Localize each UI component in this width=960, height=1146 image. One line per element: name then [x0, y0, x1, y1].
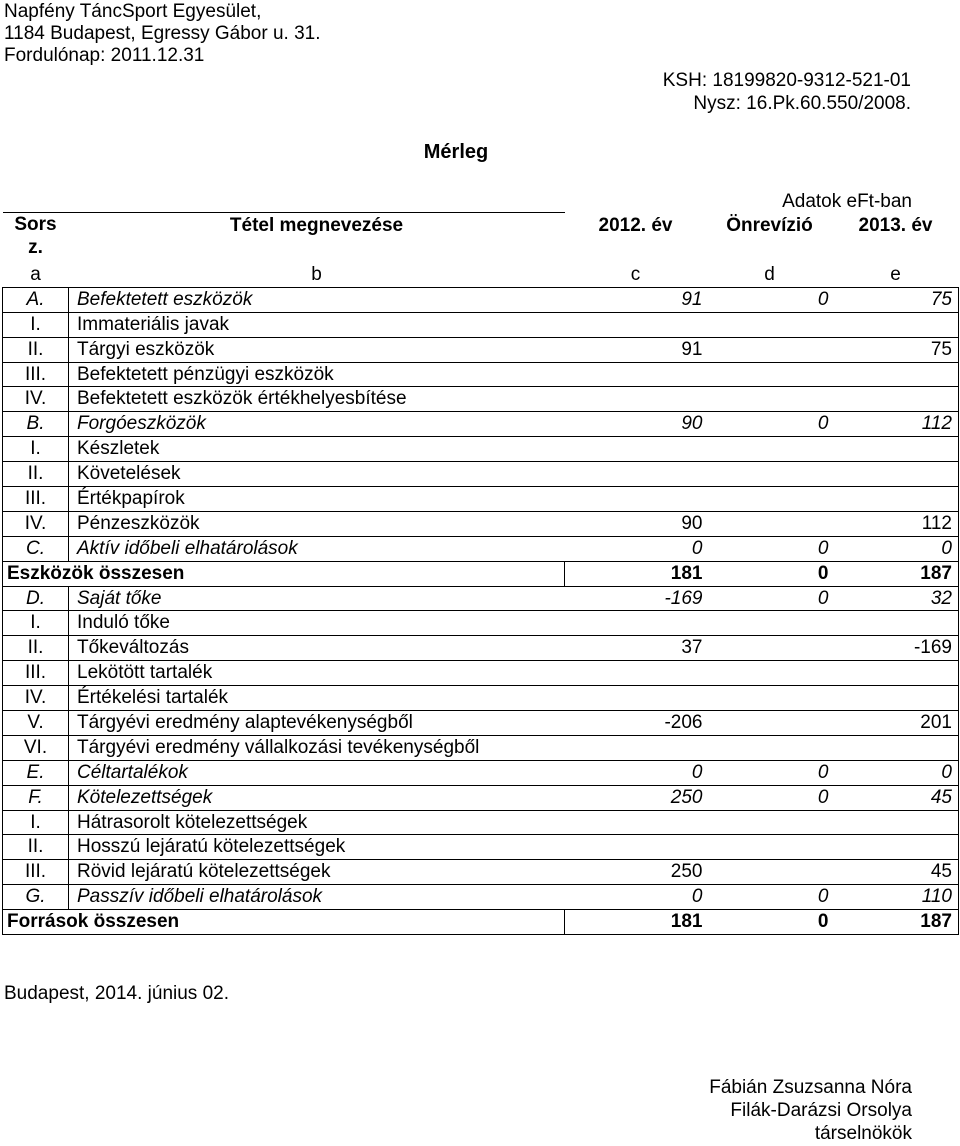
row-item-name: Befektetett eszközök értékhelyesbítése	[69, 387, 565, 412]
row-value-2013: 75	[833, 337, 959, 362]
row-value-2012: 91	[565, 337, 707, 362]
row-item-name: Passzív időbeli elhatárolások	[69, 885, 565, 910]
row-value-self-audit: 0	[707, 885, 833, 910]
row-value-2013: 187	[833, 561, 959, 586]
row-item-name: Pénzeszközök	[69, 511, 565, 536]
row-code: II.	[3, 835, 69, 860]
row-code: G.	[3, 885, 69, 910]
row-item-name: Tárgyévi eredmény alaptevékenységből	[69, 711, 565, 736]
table-row	[3, 735, 959, 760]
row-value-2012	[565, 611, 707, 636]
row-code: I.	[3, 312, 69, 337]
table-row	[3, 810, 959, 835]
row-item-name: Értékpapírok	[69, 487, 565, 512]
row-code: C.	[3, 536, 69, 561]
org-name: Napfény TáncSport Egyesület,	[4, 1, 262, 22]
row-value-self-audit: 0	[707, 785, 833, 810]
row-item-name: Eszközök összesen	[3, 561, 565, 586]
table-row	[3, 711, 959, 736]
row-value-2013	[833, 835, 959, 860]
table-row	[3, 586, 959, 611]
row-code: III.	[3, 661, 69, 686]
column-letter: a	[30, 263, 41, 285]
row-item-name: Saját tőke	[69, 586, 565, 611]
row-value-2012: 0	[565, 885, 707, 910]
column-letter: b	[311, 263, 322, 285]
row-code: IV.	[3, 686, 69, 711]
row-value-2012	[565, 312, 707, 337]
row-value-2012: 250	[565, 785, 707, 810]
row-value-self-audit: 0	[707, 287, 833, 312]
row-code: E.	[3, 760, 69, 785]
row-value-2013	[833, 686, 959, 711]
row-code: II.	[3, 636, 69, 661]
row-value-self-audit	[707, 387, 833, 412]
balance-sheet-table	[2, 212, 959, 935]
row-value-2012	[565, 661, 707, 686]
row-value-self-audit	[707, 511, 833, 536]
table-row	[3, 362, 959, 387]
column-letter: d	[764, 263, 775, 285]
row-code: A.	[3, 287, 69, 312]
row-value-2012	[565, 462, 707, 487]
row-value-2012	[565, 735, 707, 760]
table-row	[3, 636, 959, 661]
row-value-self-audit	[707, 686, 833, 711]
row-code: I.	[3, 810, 69, 835]
row-value-2012	[565, 835, 707, 860]
row-item-name: Hosszú lejáratú kötelezettségek	[69, 835, 565, 860]
row-value-2012	[565, 437, 707, 462]
row-value-2012: -206	[565, 711, 707, 736]
row-code: IV.	[3, 511, 69, 536]
row-value-2012: 181	[565, 561, 707, 586]
row-value-self-audit: 0	[707, 910, 833, 935]
table-row	[3, 910, 959, 935]
row-item-name: Hátrasorolt kötelezettségek	[69, 810, 565, 835]
row-code: II.	[3, 462, 69, 487]
row-code: I.	[3, 437, 69, 462]
row-value-2013	[833, 735, 959, 760]
row-value-2013: 45	[833, 785, 959, 810]
row-value-2013	[833, 462, 959, 487]
header-year-2012: 2012. év	[598, 214, 673, 236]
table-row	[3, 287, 959, 312]
row-value-self-audit: 0	[707, 760, 833, 785]
row-value-2012	[565, 810, 707, 835]
table-row	[3, 387, 959, 412]
table-row	[3, 686, 959, 711]
row-value-2013: 45	[833, 860, 959, 885]
row-item-name: Forgóeszközök	[69, 412, 565, 437]
row-value-2013: 201	[833, 711, 959, 736]
row-value-2013	[833, 312, 959, 337]
row-value-2013: 110	[833, 885, 959, 910]
row-item-name: Céltartalékok	[69, 760, 565, 785]
row-value-2012: 37	[565, 636, 707, 661]
row-value-2013: 112	[833, 511, 959, 536]
row-value-2012: 250	[565, 860, 707, 885]
column-letter: c	[630, 263, 641, 285]
table-row	[3, 661, 959, 686]
row-code: III.	[3, 860, 69, 885]
row-value-self-audit	[707, 487, 833, 512]
units-note: Adatok eFt-ban	[782, 191, 912, 212]
header-item-name: Tétel megnevezése	[69, 213, 565, 264]
row-value-2012: 0	[565, 760, 707, 785]
row-value-self-audit	[707, 462, 833, 487]
row-item-name: Immateriális javak	[69, 312, 565, 337]
row-value-2013	[833, 487, 959, 512]
table-row	[3, 561, 959, 586]
row-item-name: Követelések	[69, 462, 565, 487]
nysz-number: Nysz: 16.Pk.60.550/2008.	[693, 93, 911, 114]
row-value-2013: 112	[833, 412, 959, 437]
column-letters-row	[3, 263, 959, 287]
table-row	[3, 462, 959, 487]
row-value-2013	[833, 661, 959, 686]
row-value-self-audit	[707, 362, 833, 387]
row-code: VI.	[3, 735, 69, 760]
row-value-self-audit	[707, 735, 833, 760]
row-value-2012: -169	[565, 586, 707, 611]
row-item-name: Értékelési tartalék	[69, 686, 565, 711]
row-value-self-audit: 0	[707, 586, 833, 611]
signatory-1: Fábián Zsuzsanna Nóra	[709, 1077, 912, 1098]
row-value-self-audit	[707, 661, 833, 686]
row-value-self-audit	[707, 810, 833, 835]
row-value-self-audit: 0	[707, 412, 833, 437]
ksh-number: KSH: 18199820-9312-521-01	[662, 70, 911, 91]
row-value-2012	[565, 387, 707, 412]
row-value-2013: 0	[833, 760, 959, 785]
row-value-2013: 187	[833, 910, 959, 935]
column-letter: e	[890, 263, 901, 285]
row-item-name: Készletek	[69, 437, 565, 462]
row-item-name: Tőkeváltozás	[69, 636, 565, 661]
row-code: III.	[3, 487, 69, 512]
header-year-2013: 2013. év	[858, 214, 933, 236]
row-value-self-audit	[707, 711, 833, 736]
row-value-2013: 75	[833, 287, 959, 312]
row-value-2012: 181	[565, 910, 707, 935]
table-row	[3, 337, 959, 362]
signatory-role: társelnökök	[814, 1123, 912, 1144]
row-value-2012: 91	[565, 287, 707, 312]
table-row	[3, 785, 959, 810]
row-item-name: Rövid lejáratú kötelezettségek	[69, 860, 565, 885]
reporting-date: Fordulónap: 2011.12.31	[4, 45, 205, 66]
table-row	[3, 611, 959, 636]
row-code: B.	[3, 412, 69, 437]
row-value-self-audit	[707, 312, 833, 337]
row-value-self-audit	[707, 337, 833, 362]
row-value-self-audit	[707, 611, 833, 636]
page-title: Mérleg	[423, 141, 489, 163]
row-value-2013: 0	[833, 536, 959, 561]
table-row	[3, 536, 959, 561]
row-value-2012	[565, 362, 707, 387]
row-code: III.	[3, 362, 69, 387]
row-code: II.	[3, 337, 69, 362]
row-code: IV.	[3, 387, 69, 412]
row-code: I.	[3, 611, 69, 636]
row-value-2013	[833, 437, 959, 462]
row-value-2013: 32	[833, 586, 959, 611]
table-row	[3, 511, 959, 536]
row-code: D.	[3, 586, 69, 611]
header-sorsz	[3, 213, 69, 264]
row-item-name: Források összesen	[3, 910, 565, 935]
row-value-self-audit	[707, 860, 833, 885]
row-value-self-audit	[707, 437, 833, 462]
row-value-2012: 90	[565, 511, 707, 536]
row-item-name: Lekötött tartalék	[69, 661, 565, 686]
row-item-name: Aktív időbeli elhatárolások	[69, 536, 565, 561]
row-value-self-audit	[707, 835, 833, 860]
header-self-audit: Önrevízió	[726, 214, 813, 236]
table-row	[3, 760, 959, 785]
table-row	[3, 412, 959, 437]
row-item-name: Tárgyi eszközök	[69, 337, 565, 362]
table-header-row	[3, 213, 959, 264]
signatory-2: Filák-Darázsi Orsolya	[730, 1100, 912, 1121]
table-row	[3, 835, 959, 860]
org-address: 1184 Budapest, Egressy Gábor u. 31.	[4, 23, 321, 44]
row-value-2012	[565, 686, 707, 711]
row-value-2012: 0	[565, 536, 707, 561]
row-code: F.	[3, 785, 69, 810]
row-value-2013	[833, 362, 959, 387]
table-row	[3, 860, 959, 885]
table-row	[3, 885, 959, 910]
row-value-2013	[833, 387, 959, 412]
row-value-2012	[565, 487, 707, 512]
row-item-name: Befektetett eszközök	[69, 287, 565, 312]
row-code: V.	[3, 711, 69, 736]
row-value-2013	[833, 611, 959, 636]
row-value-2013	[833, 810, 959, 835]
row-value-self-audit: 0	[707, 536, 833, 561]
row-item-name: Befektetett pénzügyi eszközök	[69, 362, 565, 387]
row-value-2013: -169	[833, 636, 959, 661]
row-value-self-audit	[707, 636, 833, 661]
row-item-name: Induló tőke	[69, 611, 565, 636]
header-sorsz-line1: Sors	[14, 214, 57, 235]
row-value-self-audit: 0	[707, 561, 833, 586]
row-item-name: Kötelezettségek	[69, 785, 565, 810]
table-row	[3, 312, 959, 337]
row-item-name: Tárgyévi eredmény vállalkozási tevékenységből	[69, 735, 565, 760]
table-row	[3, 437, 959, 462]
header-sorsz-line2: z.	[28, 237, 43, 258]
table-row	[3, 487, 959, 512]
place-date: Budapest, 2014. június 02.	[4, 983, 230, 1004]
row-value-2012: 90	[565, 412, 707, 437]
